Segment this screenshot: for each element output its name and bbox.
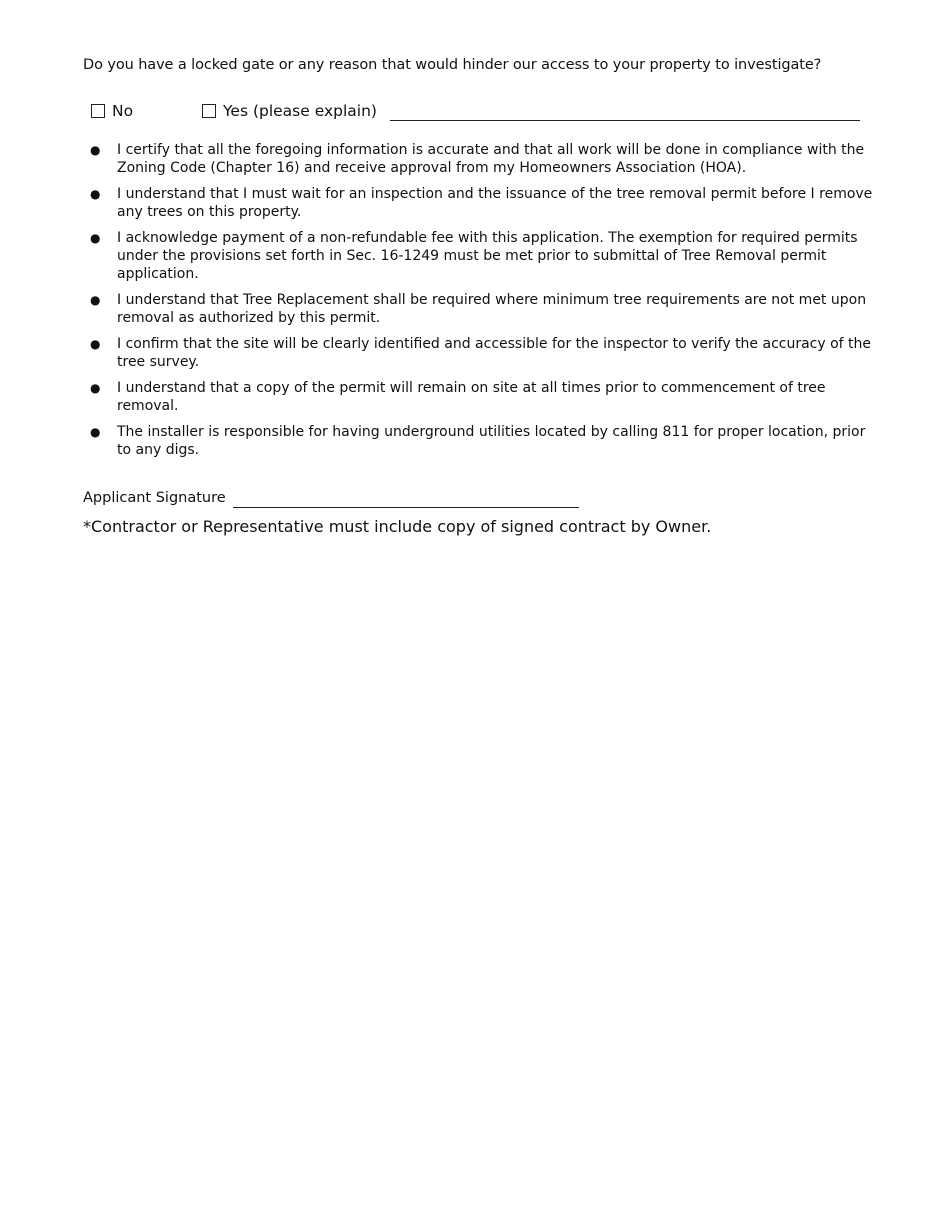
certification-text: The installer is responsible for having underground utilities located by calling 811 for proper location, prior to any digs. xyxy=(117,424,866,458)
list-item xyxy=(83,335,883,371)
list-item xyxy=(83,379,883,415)
option-yes[interactable] xyxy=(202,101,377,121)
certification-text: I confirm that the site will be clearly identified and accessible for the inspector to verify the accuracy of the tree survey. xyxy=(117,336,872,370)
bullet-icon: ● xyxy=(90,425,101,439)
certification-text: I understand that Tree Replacement shall be required where minimum tree requirements are not met upon removal as authorized by this permit. xyxy=(117,292,867,326)
explanation-field[interactable] xyxy=(390,120,860,121)
list-item xyxy=(83,291,883,327)
certification-text: I understand that I must wait for an inspection and the issuance of the tree removal permit before I remove any trees on this property. xyxy=(117,186,873,220)
access-question: Do you have a locked gate or any reason that would hinder our access to your property to investigate? xyxy=(83,57,822,73)
list-item xyxy=(83,229,883,283)
bullet-icon: ● xyxy=(90,231,101,245)
certification-list xyxy=(83,141,883,467)
bullet-icon: ● xyxy=(90,143,101,157)
certification-text: I understand that a copy of the permit will remain on site at all times prior to commencement of tree removal. xyxy=(117,380,826,414)
list-item xyxy=(83,141,883,177)
bullet-icon: ● xyxy=(90,293,101,307)
yes-checkbox[interactable] xyxy=(202,104,216,118)
certification-text: I acknowledge payment of a non-refundable fee with this application. The exemption for required permits under the provisions set forth in Sec. 16-1249 must be met prior to submittal of Tree Removal permit application. xyxy=(117,230,858,282)
option-yes-label: Yes (please explain) xyxy=(223,102,377,120)
signature-field[interactable] xyxy=(233,507,579,508)
list-item xyxy=(83,185,883,221)
no-checkbox[interactable] xyxy=(91,104,105,118)
list-item xyxy=(83,423,883,459)
bullet-icon: ● xyxy=(90,381,101,395)
certification-text: I certify that all the foregoing information is accurate and that all work will be done in compliance with the Zoning Code (Chapter 16) and receive approval from my Homeowners Association (HOA). xyxy=(117,142,865,176)
option-no[interactable] xyxy=(91,101,133,121)
contractor-note: *Contractor or Representative must include copy of signed contract by Owner. xyxy=(83,517,712,536)
signature-label: Applicant Signature xyxy=(83,490,226,506)
option-no-label: No xyxy=(112,102,134,120)
bullet-icon: ● xyxy=(90,187,101,201)
bullet-icon: ● xyxy=(90,337,101,351)
